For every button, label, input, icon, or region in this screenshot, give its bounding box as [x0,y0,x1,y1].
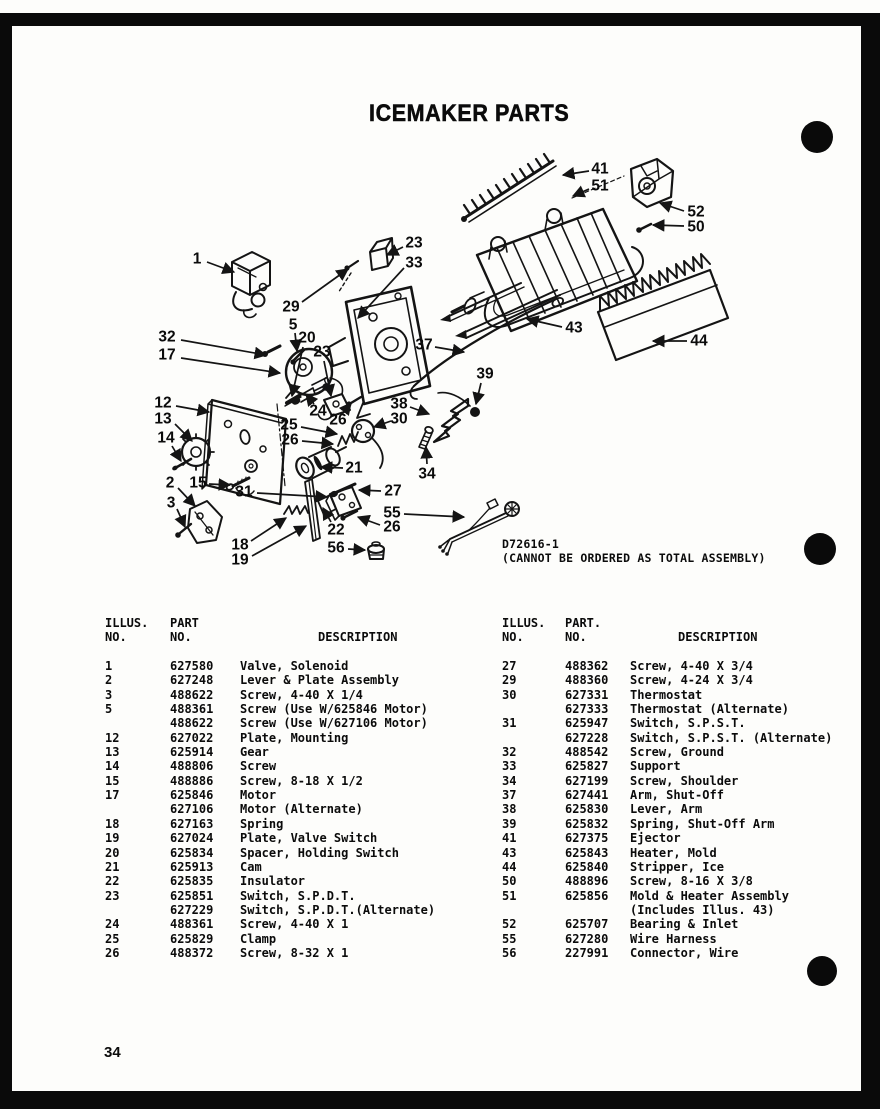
stripper-drawing [598,254,728,360]
callout-leader-26 [358,517,380,525]
cell-part-no: 625913 [170,859,214,874]
cell-part-no: 488622 [170,687,214,702]
callout-number-44: 44 [690,332,708,350]
callout-number-18: 18 [231,536,249,554]
cell-part-no: 625835 [170,874,214,889]
cell-description: Screw, 4-40 X 3/4 [630,659,753,674]
cell-illus-no: 18 [105,816,120,831]
cell-illus-no: 17 [105,788,120,803]
cell-illus-no: 37 [502,788,517,803]
cell-illus-no: 34 [502,773,517,788]
cell-illus-no: 29 [502,673,517,688]
cell-part-no: 627441 [565,788,609,803]
cell-part-no: 625832 [565,816,609,831]
col-header-illus-no: NO. [105,630,127,645]
cell-part-no: 625830 [565,802,609,817]
cell-part-no: 625914 [170,745,214,760]
cell-part-no: 625843 [565,845,609,860]
cell-part-no: 625834 [170,845,214,860]
cell-part-no: 488806 [170,759,214,774]
lever-arm-drawing [419,393,480,449]
cell-description: Thermostat [630,687,703,702]
callout-number-13: 13 [154,410,172,428]
callout-number-5: 5 [288,316,298,334]
page-number: 34 [104,1044,121,1061]
cell-part-no: 627375 [565,831,609,846]
callout-number-55: 55 [383,504,401,522]
callout-number-52: 52 [687,203,705,221]
cell-description: Screw, Shoulder [630,773,739,788]
cell-description: Switch, S.P.D.T.(Alternate) [240,902,436,917]
cell-description: Plate, Mounting [240,730,349,745]
cell-description: Plate, Valve Switch [240,831,378,846]
cell-illus-no: 23 [105,888,120,903]
callout-leader-30 [374,421,391,427]
callout-leader-56 [348,549,365,550]
cell-part-no: 488362 [565,659,609,674]
wire-connector-drawing [368,542,384,559]
cell-description: Screw, 4-24 X 3/4 [630,673,753,688]
callout-leader-31 [257,493,327,497]
cell-part-no: 488896 [565,874,609,889]
cell-description: Bearing & Inlet [630,917,739,932]
callout-number-22: 22 [327,521,345,539]
cell-description: Spacer, Holding Switch [240,845,399,860]
cell-illus-no: 19 [105,831,120,846]
cell-illus-no: 32 [502,745,517,760]
cell-description: Motor (Alternate) [240,802,363,817]
cell-description: Screw, 8-32 X 1 [240,945,349,960]
callout-number-34: 34 [418,465,436,483]
cell-description: Stripper, Ice [630,859,724,874]
cell-illus-no: 39 [502,816,517,831]
callout-leader-52 [660,203,684,211]
cell-part-no: 627022 [170,730,214,745]
callout-number-56: 56 [327,539,345,557]
cell-illus-no [502,903,565,917]
cell-description: Screw, Ground [630,745,724,760]
callout-leader-3 [177,509,185,527]
cell-part-no: 627248 [170,673,214,688]
solenoid-valve-drawing [232,252,270,317]
callout-number-14: 14 [157,429,175,447]
cell-illus-no: 5 [105,702,113,717]
cell-part-no: 227991 [565,945,609,960]
switch-bracket-drawing [318,484,361,521]
cell-illus-no: 12 [105,730,120,745]
callout-number-41: 41 [591,160,609,178]
small-fasteners-drawing [262,343,350,420]
callout-leader-50 [653,225,684,226]
cell-part-no: 627024 [170,831,214,846]
callout-leader-17 [181,358,280,373]
screw-50-drawing [636,224,651,233]
callout-number-33: 33 [405,254,423,272]
col-header-illus: ILLUS. [105,616,149,630]
callout-leader-26 [302,441,333,444]
cell-description: Lever & Plate Assembly [240,673,399,688]
cell-part-no: 625707 [565,917,609,932]
cell-illus-no [502,731,565,745]
cell-description: (Includes Illus. 43) [630,902,775,917]
col-header-description: DESCRIPTION [318,630,398,645]
cell-illus-no [105,716,170,730]
cell-description: Cam [240,859,262,874]
cell-illus-no: 25 [105,931,120,946]
cell-illus-no: 41 [502,831,517,846]
cell-illus-no: 30 [502,687,517,702]
cell-description: Screw, 8-16 X 3/8 [630,874,753,889]
mold-heater-assembly-drawing [477,176,643,331]
callout-number-1: 1 [192,250,202,268]
callout-leader-29 [302,269,348,302]
callout-number-21: 21 [345,459,363,477]
callout-leader-1 [207,262,234,272]
cell-description: Screw (Use W/625846 Motor) [240,702,428,717]
cell-description: Arm, Shut-Off [630,788,724,803]
cell-illus-no: 24 [105,917,120,932]
cell-part-no: 627163 [170,816,214,831]
callout-number-29: 29 [282,298,300,316]
cell-part-no: 488360 [565,673,609,688]
callout-number-39: 39 [476,365,494,383]
callout-number-23: 23 [313,343,331,361]
cell-part-no: 625827 [565,759,609,774]
cell-illus-no: 31 [502,716,517,731]
cell-description: Switch, S.P.S.T. [630,716,746,731]
callout-leader-32 [181,340,266,355]
callout-number-3: 3 [166,494,176,512]
callout-number-2: 2 [165,474,175,492]
cell-illus-no: 1 [105,659,113,674]
callout-number-26: 26 [281,431,299,449]
diagram-note [502,538,766,565]
cell-part-no: 627106 [170,802,214,817]
callout-leader-55 [404,514,464,517]
callout-number-25: 25 [280,416,298,434]
col-header-illus: ILLUS. [502,616,546,630]
cell-illus-no: 15 [105,773,120,788]
callout-number-26: 26 [383,518,401,536]
cell-illus-no: 2 [105,673,113,688]
cell-illus-no: 3 [105,687,113,702]
cell-part-no: 625947 [565,716,609,731]
cell-part-no: 627229 [170,902,214,917]
cell-illus-no: 56 [502,945,517,960]
col-header-part-no: NO. [565,630,587,645]
cell-illus-no: 44 [502,859,517,874]
cell-illus-no [502,702,565,716]
callout-number-30: 30 [390,410,408,428]
callout-leader-14 [172,446,181,461]
cell-description: Thermostat (Alternate) [630,702,789,717]
cell-description: Heater, Mold [630,845,717,860]
callout-layer [154,161,708,569]
cell-illus-no: 27 [502,659,517,674]
cell-illus-no: 21 [105,859,120,874]
cell-part-no: 627280 [565,931,609,946]
cell-illus-no: 22 [105,874,120,889]
cell-part-no: 627580 [170,659,214,674]
callout-leader-19 [252,526,306,556]
cell-description: Switch, S.P.D.T. [240,888,356,903]
cell-description: Insulator [240,874,306,889]
callout-number-24: 24 [309,402,327,420]
callout-number-15: 15 [189,474,207,492]
cell-part-no: 625829 [170,931,214,946]
callout-leader-12 [176,406,209,412]
cell-illus-no [105,903,170,917]
cell-description: Screw (Use W/627106 Motor) [240,716,428,731]
cell-part-no: 627331 [565,687,609,702]
switch-spdt-drawing [338,238,393,293]
cell-description: Spring [240,816,284,831]
cell-part-no: 625840 [565,859,609,874]
callout-number-26: 26 [329,411,347,429]
callout-number-12: 12 [154,394,172,412]
cell-illus-no: 52 [502,917,517,932]
cell-illus-no: 51 [502,888,517,903]
callout-number-51: 51 [591,177,609,195]
cell-description: Switch, S.P.S.T. (Alternate) [630,730,833,745]
cell-part-no: 625856 [565,888,609,903]
cell-description: Lever, Arm [630,802,703,817]
callout-leader-21 [321,467,343,468]
callout-number-43: 43 [565,319,583,337]
callout-leader-5 [295,333,297,351]
cell-description: Motor [240,788,277,803]
cell-part-no: 488886 [170,773,214,788]
cell-illus-no: 50 [502,874,517,889]
callout-number-37: 37 [415,336,433,354]
cell-part-no: 488361 [170,702,214,717]
cell-illus-no: 13 [105,745,120,760]
parts-table-right [502,616,870,960]
diagram-id: D72616-1 [502,537,559,551]
cell-part-no: 488372 [170,945,214,960]
cell-illus-no: 33 [502,759,517,774]
col-header-description: DESCRIPTION [678,630,758,645]
cell-part-no: 627333 [565,702,609,717]
callout-leader-18 [251,518,286,541]
cell-description: Mold & Heater Assembly [630,888,789,903]
callout-number-17: 17 [158,346,176,364]
callout-number-32: 32 [158,328,176,346]
callout-leader-34 [426,447,427,464]
callout-leader-39 [476,383,481,404]
cell-part-no: 627228 [565,730,609,745]
callout-number-20: 20 [298,329,316,347]
cell-description: Screw, 4-40 X 1 [240,917,349,932]
callout-leader-15 [209,484,230,485]
cell-description: Ejector [630,831,681,846]
cell-illus-no: 43 [502,845,517,860]
cell-description: Connector, Wire [630,945,739,960]
callout-leader-41 [563,171,589,175]
col-header-part: PART. [565,616,602,630]
callout-number-38: 38 [390,395,408,413]
col-header-part: PART [170,616,199,630]
cell-part-no: 488622 [170,716,214,731]
callout-number-23: 23 [405,234,423,252]
cell-part-no: 488542 [565,745,609,760]
ejector-drawing [461,154,556,222]
callout-number-19: 19 [231,551,249,569]
callout-leader-51 [573,189,589,196]
callout-leader-27 [359,490,381,491]
valve-switch-plate-drawing [284,479,320,541]
cell-description: Support [630,759,681,774]
bearing-inlet-drawing [631,159,673,207]
callout-number-50: 50 [687,218,705,236]
cell-part-no [565,903,630,917]
cell-illus-no: 20 [105,845,120,860]
cell-description: Screw, 8-18 X 1/2 [240,773,363,788]
cell-part-no: 625846 [170,788,214,803]
cell-illus-no: 55 [502,931,517,946]
col-header-illus-no: NO. [502,630,524,645]
callout-leader-38 [410,407,429,414]
cell-illus-no: 26 [105,945,120,960]
cell-part-no: 625851 [170,888,214,903]
cell-description: Gear [240,745,269,760]
diagram-caption: (CANNOT BE ORDERED AS TOTAL ASSEMBLY) [502,550,766,565]
page-title: ICEMAKER PARTS [369,100,570,127]
cell-part-no: 488361 [170,917,214,932]
cell-part-no: 627199 [565,773,609,788]
cell-illus-no: 14 [105,759,120,774]
cell-description: Valve, Solenoid [240,659,349,674]
cell-description: Clamp [240,931,277,946]
callout-leader-37 [435,347,464,352]
callout-leader-23 [387,247,403,255]
cell-description: Spring, Shut-Off Arm [630,816,775,831]
cell-description: Screw [240,759,277,774]
cell-description: Screw, 4-40 X 1/4 [240,687,363,702]
callout-number-27: 27 [384,482,402,500]
callout-number-31: 31 [235,483,253,501]
cell-illus-no [105,802,170,816]
cell-illus-no: 38 [502,802,517,817]
cell-description: Wire Harness [630,931,717,946]
col-header-part-no: NO. [170,630,192,645]
